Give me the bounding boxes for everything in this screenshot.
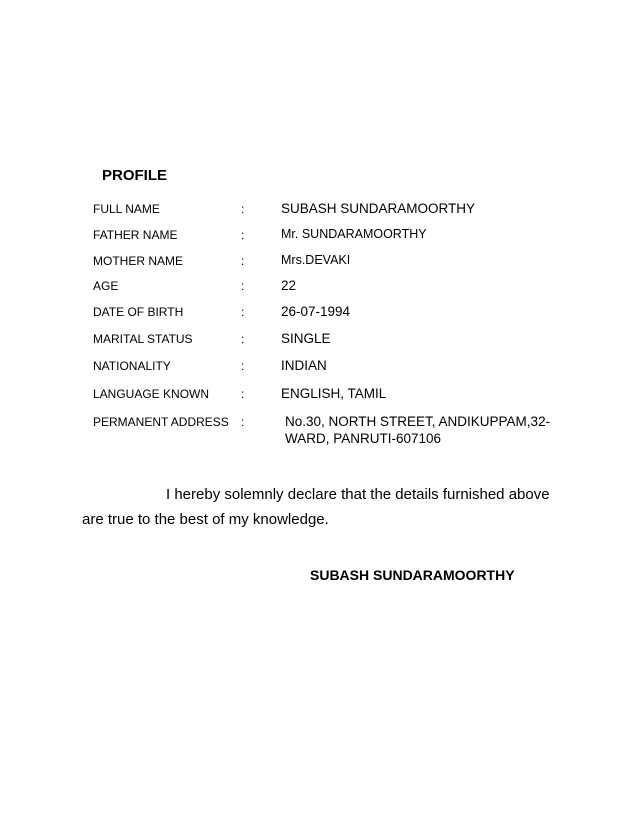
row-separator: : (241, 305, 245, 319)
row-separator: : (241, 387, 245, 401)
row-label: FATHER NAME (93, 228, 178, 242)
row-value: Mrs.DEVAKI (281, 253, 351, 267)
row-label: DATE OF BIRTH (93, 305, 184, 319)
row-label: NATIONALITY (93, 359, 171, 373)
row-value: ENGLISH, TAMIL (281, 386, 387, 401)
row-separator: : (241, 332, 245, 346)
row-label: AGE (93, 279, 119, 293)
row-separator: : (241, 254, 245, 268)
profile-heading: PROFILE (102, 167, 168, 184)
row-value: 22 (281, 278, 297, 293)
row-label: PERMANENT ADDRESS (93, 415, 229, 429)
row-value: SUBASH SUNDARAMOORTHY (281, 201, 476, 216)
row-value: Mr. SUNDARAMOORTHY (281, 227, 427, 241)
row-separator: : (241, 228, 245, 242)
row-value: INDIAN (281, 358, 327, 373)
row-separator: : (241, 415, 245, 429)
row-label: MARITAL STATUS (93, 332, 193, 346)
signature-name: SUBASH SUNDARAMOORTHY (310, 567, 515, 583)
row-label: MOTHER NAME (93, 254, 183, 268)
row-separator: : (241, 359, 245, 373)
row-value: No.30, NORTH STREET, ANDIKUPPAM,32-WARD, PANRUTI-607106 (285, 414, 551, 446)
row-value: SINGLE (281, 331, 331, 346)
row-label: FULL NAME (93, 202, 160, 216)
row-separator: : (241, 279, 245, 293)
row-value: 26-07-1994 (281, 304, 351, 319)
declaration-text: I hereby solemnly declare that the details furnished above are true to the best of my knowledge. (82, 486, 550, 528)
row-separator: : (241, 202, 245, 216)
row-label: LANGUAGE KNOWN (93, 387, 210, 401)
